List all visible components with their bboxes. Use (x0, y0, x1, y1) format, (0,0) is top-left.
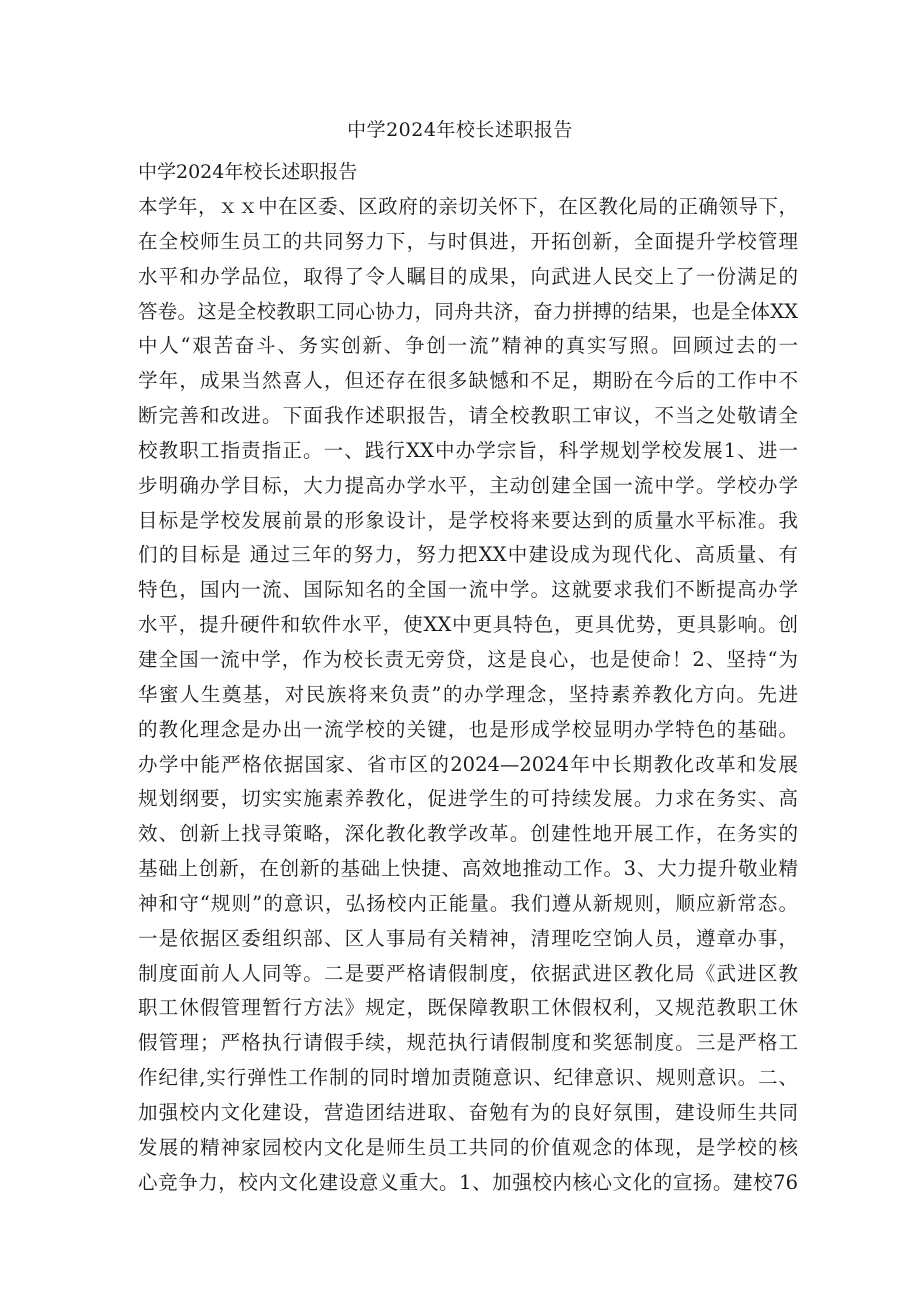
body-line: 办学中能严格依据国家、省市区的2024—2024年中长期教化改革和发展 (138, 752, 798, 776)
body-line: 基础上创新，在创新的基础上快捷、高效地推动工作。3、大力提升敬业精 (138, 857, 798, 881)
body-line: 制度面前人人同等。二是要严格请假制度，依据武进区教化局《武进区教 (138, 961, 798, 985)
body-line: 答卷。这是全校教职工同心协力，同舟共济，奋力拼搏的结果，也是全体XX (138, 299, 798, 323)
body-line: 学年，成果当然喜人，但还存在很多缺憾和不足，期盼在今后的工作中不 (138, 369, 798, 393)
body-line: 本学年，ｘｘ中在区委、区政府的亲切关怀下，在区教化局的正确领导下， (138, 195, 798, 218)
body-line: 神和守“规则”的意识，弘扬校内正能量。我们遵从新规则，顺应新常态。 (138, 891, 798, 915)
body-line: 断完善和改进。下面我作述职报告，请全校教职工审议，不当之处敬请全 (138, 404, 798, 428)
body-line: 水平和办学品位，取得了令人瞩目的成果，向武进人民交上了一份满足的 (138, 264, 798, 288)
body-line: 职工休假管理暂行方法》规定，既保障教职工休假权利，又规范教职工休 (138, 996, 798, 1020)
body-line: 中人“艰苦奋斗、务实创新、争创一流”精神的真实写照。回顾过去的一 (138, 334, 798, 358)
body-line: 目标是学校发展前景的形象设计，是学校将来要达到的质量水平标准。我 (138, 508, 798, 532)
body-line: 规划纲要，切实实施素养教化，促进学生的可持续发展。力求在务实、高 (138, 787, 798, 811)
body-line: 的教化理念是办出一流学校的关键，也是形成学校显明办学特色的基础。 (138, 717, 798, 741)
body-line: 假管理；严格执行请假手续，规范执行请假制度和奖惩制度。三是严格工 (138, 1031, 798, 1055)
body-line: 水平，提升硬件和软件水平，使XX中更具特色，更具优势，更具影响。创 (138, 613, 798, 637)
body-line: 华蜜人生奠基，对民族将来负责”的办学理念，坚持素养教化方向。先进 (138, 682, 798, 706)
body-line: 加强校内文化建设，营造团结进取、奋勉有为的良好氛围，建设师生共同 (138, 1100, 798, 1124)
body-line: 特色，国内一流、国际知名的全国一流中学。这就要求我们不断提高办学 (138, 578, 798, 602)
body-line: 建全国一流中学，作为校长责无旁贷，这是良心，也是使命！2、坚持“为 (138, 647, 798, 671)
body-line: 在全校师生员工的共同努力下，与时俱进，开拓创新，全面提升学校管理 (138, 229, 798, 253)
body-line: 们的目标是 通过三年的努力，努力把XX中建设成为现代化、高质量、有 (138, 543, 798, 567)
document-subtitle: 中学2024年校长述职报告 (138, 161, 358, 183)
body-line: 一是依据区委组织部、区人事局有关精神，清理吃空饷人员，遵章办事， (138, 926, 798, 950)
body-line: 效、创新上找寻策略，深化教化教学改革。创建性地开展工作，在务实的 (138, 822, 798, 846)
document-body (138, 190, 798, 1200)
body-line: 步明确办学目标，大力提高办学水平，主动创建全国一流中学。学校办学 (138, 473, 798, 497)
body-line: 作纪律,实行弹性工作制的同时增加责随意识、纪律意识、规则意识。二、 (138, 1066, 798, 1090)
body-line: 发展的精神家园校内文化是师生员工共同的价值观念的体现，是学校的核 (138, 1135, 798, 1159)
document-title: 中学2024年校长述职报告 (347, 119, 573, 141)
body-line: 校教职工指责指正。一、践行XX中办学宗旨，科学规划学校发展1、进一 (138, 438, 798, 462)
body-line: 心竞争力，校内文化建设意义重大。1、加强校内核心文化的宣扬。建校76 (138, 1170, 798, 1194)
